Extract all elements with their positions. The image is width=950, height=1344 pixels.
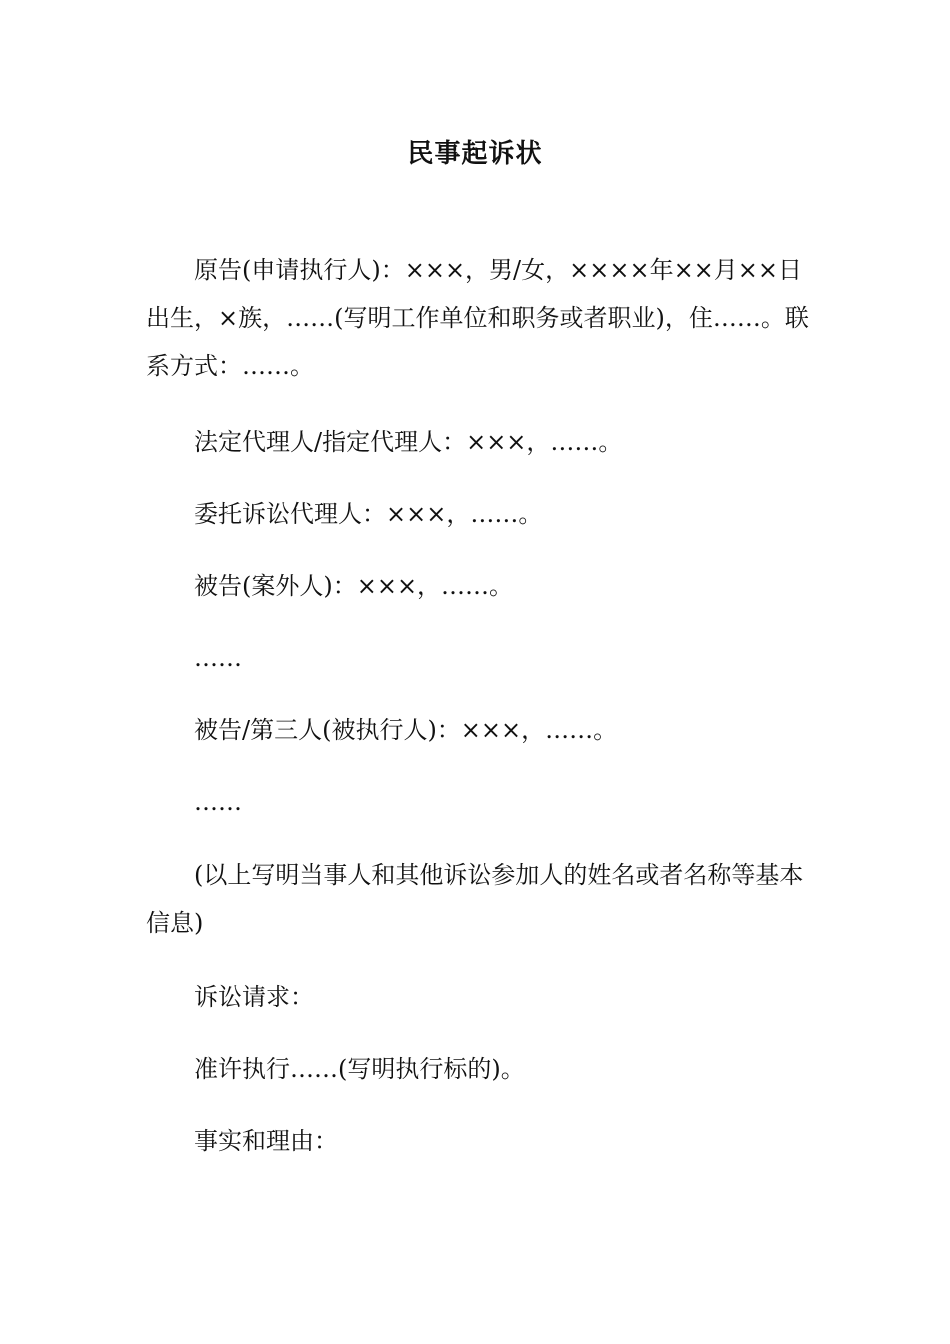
claims-heading: 诉讼请求：	[194, 983, 314, 1011]
ellipsis-paragraph: ……	[194, 788, 242, 816]
third-party-paragraph: 被告/第三人(被执行人)：×××，……。	[194, 716, 618, 744]
ellipsis-paragraph: ……	[194, 644, 242, 672]
legal-representative-paragraph: 法定代理人/指定代理人：×××，……。	[194, 428, 623, 456]
facts-reasons-heading: 事实和理由：	[194, 1127, 338, 1155]
plaintiff-paragraph: 原告(申请执行人)：×××，男/女，××××年××月××日出生，×族，……(写明工作单位和职务或者职业)，住……。联系方式：……。	[146, 256, 809, 380]
entrusted-agent-paragraph: 委托诉讼代理人：×××，……。	[194, 500, 543, 528]
parties-note-paragraph: (以上写明当事人和其他诉讼参加人的姓名或者名称等基本信息)	[146, 861, 804, 937]
defendant-paragraph: 被告(案外人)：×××，……。	[194, 572, 514, 600]
claims-paragraph: 准许执行……(写明执行标的)。	[194, 1055, 525, 1083]
document-title: 民事起诉状	[407, 139, 543, 169]
